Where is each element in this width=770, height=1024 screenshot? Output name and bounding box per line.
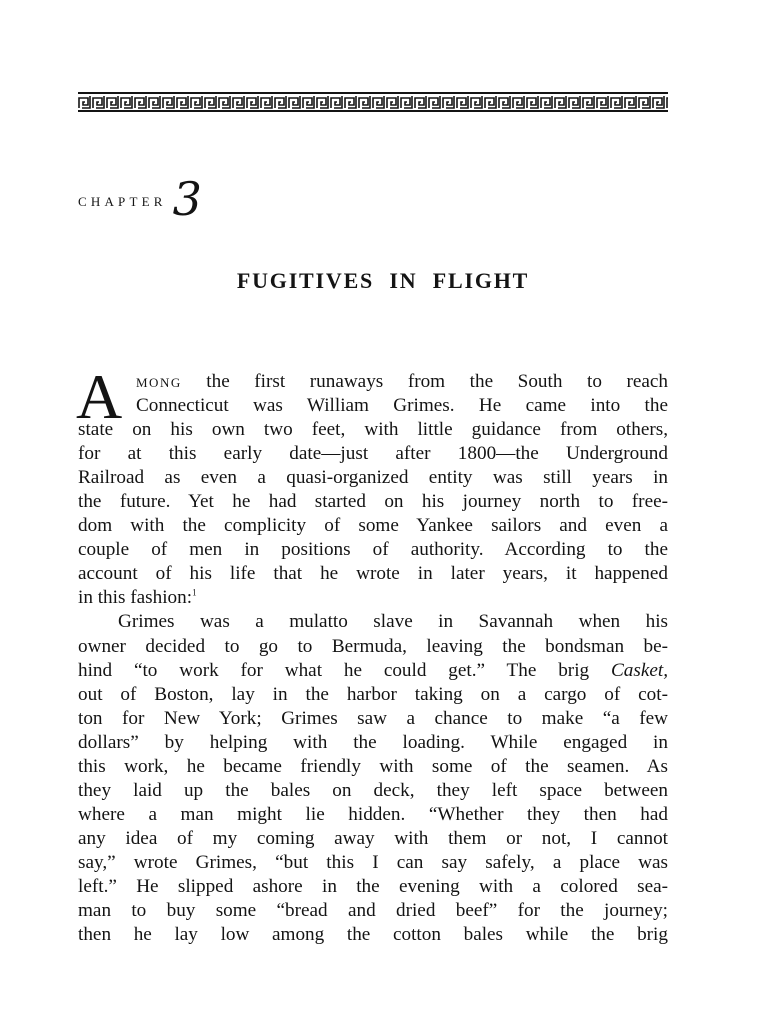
text-run: where a man might lie hidden. “Whether they then had [78, 803, 668, 825]
text-line [78, 586, 668, 610]
text-run: dollars” by helping with the loading. While engaged in [78, 731, 668, 753]
chapter-heading [78, 172, 202, 226]
text-line [78, 394, 668, 418]
text-run: mong [136, 371, 182, 392]
text-run: Railroad as even a quasi-organized entity was still years in [78, 467, 668, 489]
ornament-pattern [78, 92, 668, 112]
text-run: in this fashion: [78, 587, 193, 609]
text-line [78, 514, 668, 538]
text-line [78, 779, 668, 803]
text-line [78, 707, 668, 731]
text-line [78, 755, 668, 779]
text-run: any idea of my coming away with them or not, I cannot [78, 827, 668, 849]
text-run: then he lay low among the cotton bales while the brig [78, 924, 668, 946]
text-run: ton for New York; Grimes saw a chance to make “a few [78, 707, 668, 729]
text-line [78, 490, 668, 514]
text-run: left.” He slipped ashore in the evening with a colored sea- [78, 875, 668, 897]
text-run: this work, he became friendly with some of the seamen. As [78, 755, 668, 777]
text-line [78, 562, 668, 586]
book-page [78, 0, 668, 1024]
text-line [78, 899, 668, 923]
text-line [78, 442, 668, 466]
text-line [78, 683, 668, 707]
text-line [78, 635, 668, 659]
text-run: the first runaways from the South to reach [181, 371, 668, 392]
text-line [78, 803, 668, 827]
text-line [78, 851, 668, 875]
text-line [78, 538, 668, 562]
text-run: Casket, [610, 659, 668, 681]
text-run: dom with the complicity of some Yankee sailors and even a [78, 515, 668, 537]
chapter-title: FUGITIVES IN FLIGHT [236, 268, 530, 293]
chapter-number: 3 [172, 172, 202, 226]
text-line [78, 827, 668, 851]
text-run: Connecticut was William Grimes. He came into the [136, 395, 668, 417]
footnote-marker: 1 [192, 588, 197, 599]
text-run: owner decided to go to Bermuda, leaving the bondsman be- [78, 635, 668, 657]
text-run: the future. Yet he had started on his journey north to free- [78, 491, 668, 513]
text-line [78, 659, 668, 683]
text-run: hind “to work for what he could get.” The brig [78, 659, 611, 681]
text-line [78, 370, 668, 394]
chapter-label: CHAPTER [78, 194, 167, 209]
text-line [78, 731, 668, 755]
text-line [78, 466, 668, 490]
text-run: they laid up the bales on deck, they left space between [78, 779, 668, 801]
text-run: out of Boston, lay in the harbor taking on a cargo of cot- [78, 683, 668, 705]
text-line [78, 923, 668, 947]
text-line [78, 610, 668, 634]
chapter-body-text [76, 361, 668, 947]
text-run: man to buy some “bread and dried beef” for the journey; [78, 900, 668, 922]
text-run: Grimes was a mulatto slave in Savannah when his [118, 611, 668, 633]
text-run: for at this early date—just after 1800—the Underground [78, 443, 668, 465]
text-run: state on his own two feet, with little guidance from others, [78, 419, 668, 441]
greek-key-ornament [78, 92, 668, 112]
text-line [78, 875, 668, 899]
text-run: account of his life that he wrote in later years, it happened [78, 563, 668, 585]
text-run: say,” wrote Grimes, “but this I can say safely, a place was [78, 851, 668, 873]
drop-cap: A [76, 361, 123, 432]
text-line [78, 418, 668, 442]
text-run: couple of men in positions of authority. According to the [78, 539, 668, 561]
